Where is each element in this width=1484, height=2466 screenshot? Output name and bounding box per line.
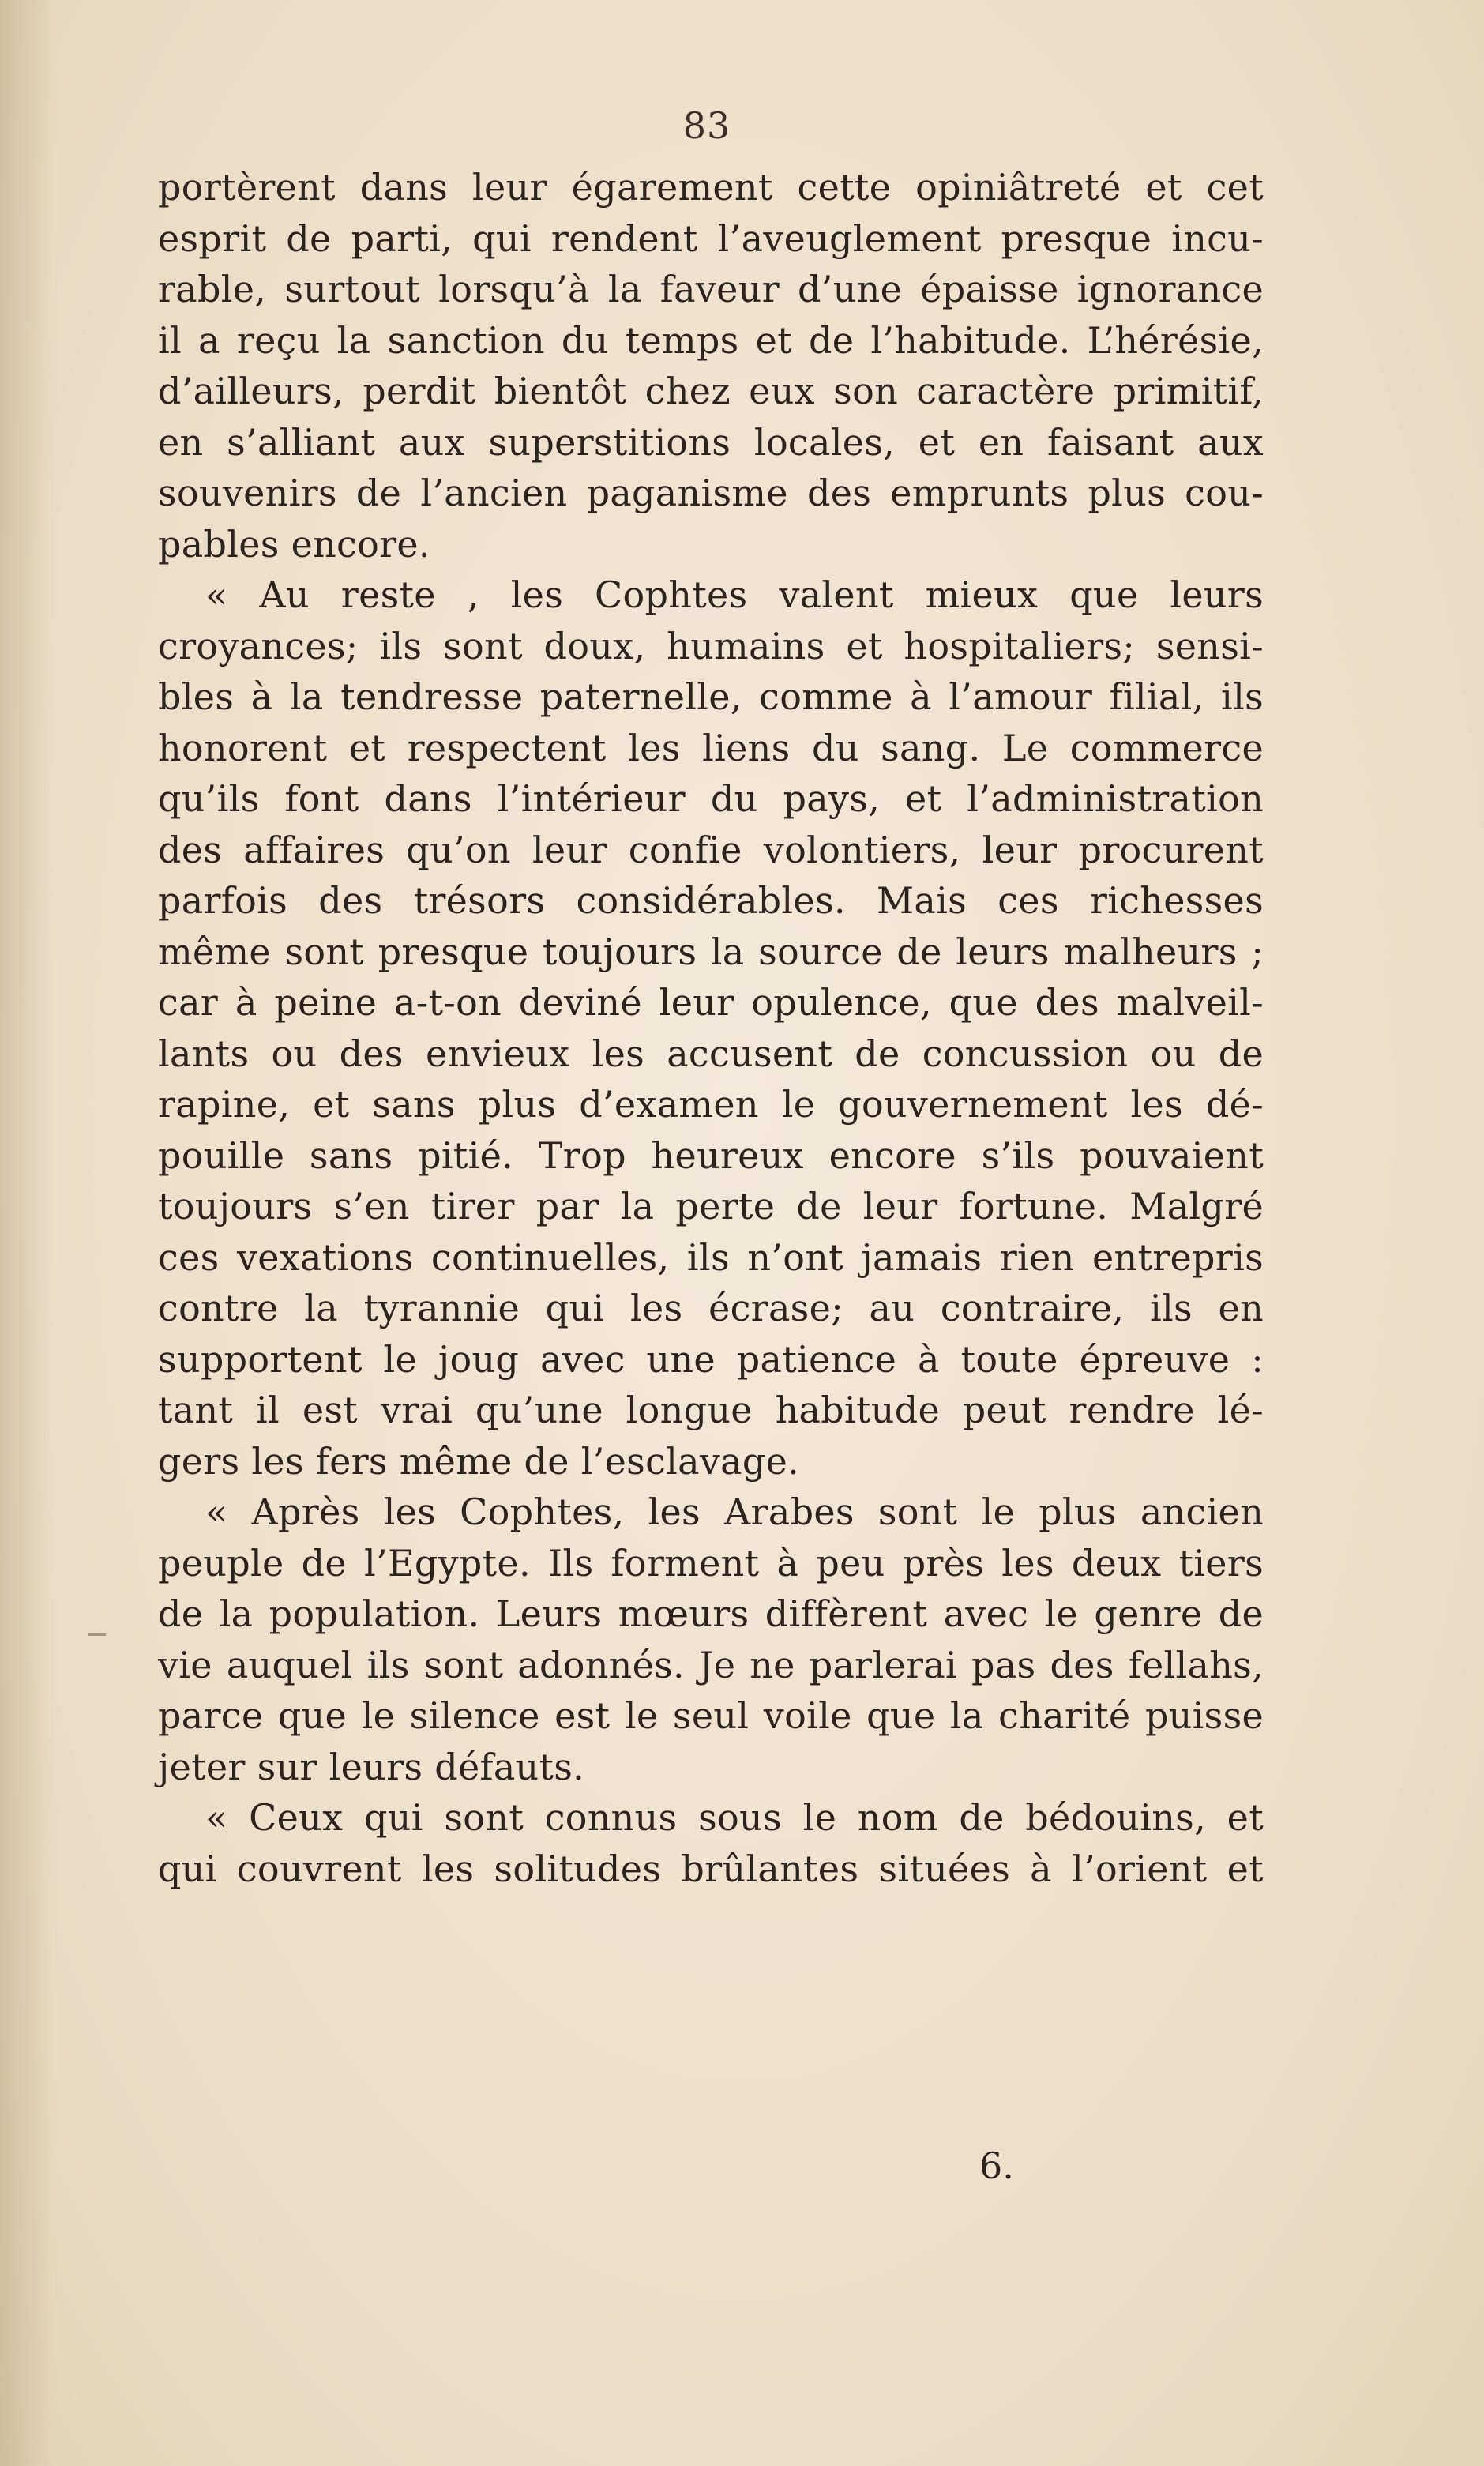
text-line: lants ou des envieux les accusent de concussion ou de (158, 1032, 1264, 1075)
text-line: vie auquel ils sont adonnés. Je ne parlerai pas des fellahs, (158, 1643, 1264, 1686)
text-line: car à peine a-t-on deviné leur opulence, que des malveil- (158, 981, 1264, 1024)
text-line: contre la tyrannie qui les écrase; au contraire, ils en (158, 1287, 1264, 1329)
text-line: en s’alliant aux superstitions locales, et en faisant aux (158, 420, 1264, 464)
spine-shadow (0, 0, 55, 2466)
text-line: honorent et respectent les liens du sang. Le commerce (158, 726, 1264, 769)
signature-mark: 6. (979, 2145, 1014, 2187)
margin-mark (88, 1633, 106, 1636)
text-line: il a reçu la sanction du temps et de l’habitude. L’hérésie, (158, 318, 1264, 362)
text-line: même sont presque toujours la source de leurs malheurs ; (158, 930, 1264, 973)
body-text (158, 162, 1264, 1894)
text-line: des affaires qu’on leur confie volontiers, leur procurent (158, 828, 1264, 871)
text-line: ces vexations continuelles, ils n’ont jamais rien entrepris (158, 1235, 1264, 1279)
paragraph-start: « Ceux qui sont connus sous le nom de bédouins, et (205, 1796, 1264, 1839)
paragraph-start: « Au reste , les Cophtes valent mieux que leurs (205, 573, 1264, 616)
text-line: pables encore. (158, 522, 430, 566)
text-line: tant il est vrai qu’une longue habitude peut rendre lé- (158, 1389, 1264, 1431)
text-line: supportent le joug avec une patience à toute épreuve : (158, 1337, 1264, 1381)
text-line: croyances; ils sont doux, humains et hospitaliers; sensi- (158, 624, 1264, 667)
text-line: bles à la tendresse paternelle, comme à l’amour filial, ils (158, 675, 1264, 718)
text-line: souvenirs de l’ancien paganisme des emprunts plus cou- (158, 472, 1264, 514)
text-line: gers les fers même de l’esclavage. (158, 1439, 800, 1483)
text-line: rable, surtout lorsqu’à la faveur d’une épaisse ignorance (158, 268, 1264, 310)
text-line: parfois des trésors considérables. Mais ces richesses (158, 879, 1264, 922)
text-line: jeter sur leurs défauts. (158, 1745, 585, 1788)
text-line: d’ailleurs, perdit bientôt chez eux son caractère primitif, (158, 370, 1264, 412)
text-line: pouille sans pitié. Trop heureux encore s’ils pouvaient (158, 1133, 1264, 1177)
text-line: qu’ils font dans l’intérieur du pays, et l’administration (158, 777, 1264, 820)
text-line: peuple de l’Egypte. Ils forment à peu près les deux tiers (158, 1541, 1264, 1584)
text-line: parce que le silence est le seul voile que la charité puisse (158, 1694, 1264, 1737)
text-line: esprit de parti, qui rendent l’aveuglement presque incu- (158, 216, 1264, 260)
text-line: portèrent dans leur égarement cette opiniâtreté et cet (158, 166, 1264, 209)
paragraph-start: « Après les Cophtes, les Arabes sont le plus ancien (205, 1491, 1264, 1533)
text-line: qui couvrent les solitudes brûlantes situées à l’orient et (158, 1847, 1264, 1890)
page-number: 83 (682, 104, 731, 147)
text-line: de la population. Leurs mœurs diffèrent avec le genre de (158, 1592, 1264, 1635)
text-line: rapine, et sans plus d’examen le gouvernement les dé- (158, 1083, 1264, 1126)
text-line: toujours s’en tirer par la perte de leur fortune. Malgré (158, 1185, 1264, 1227)
